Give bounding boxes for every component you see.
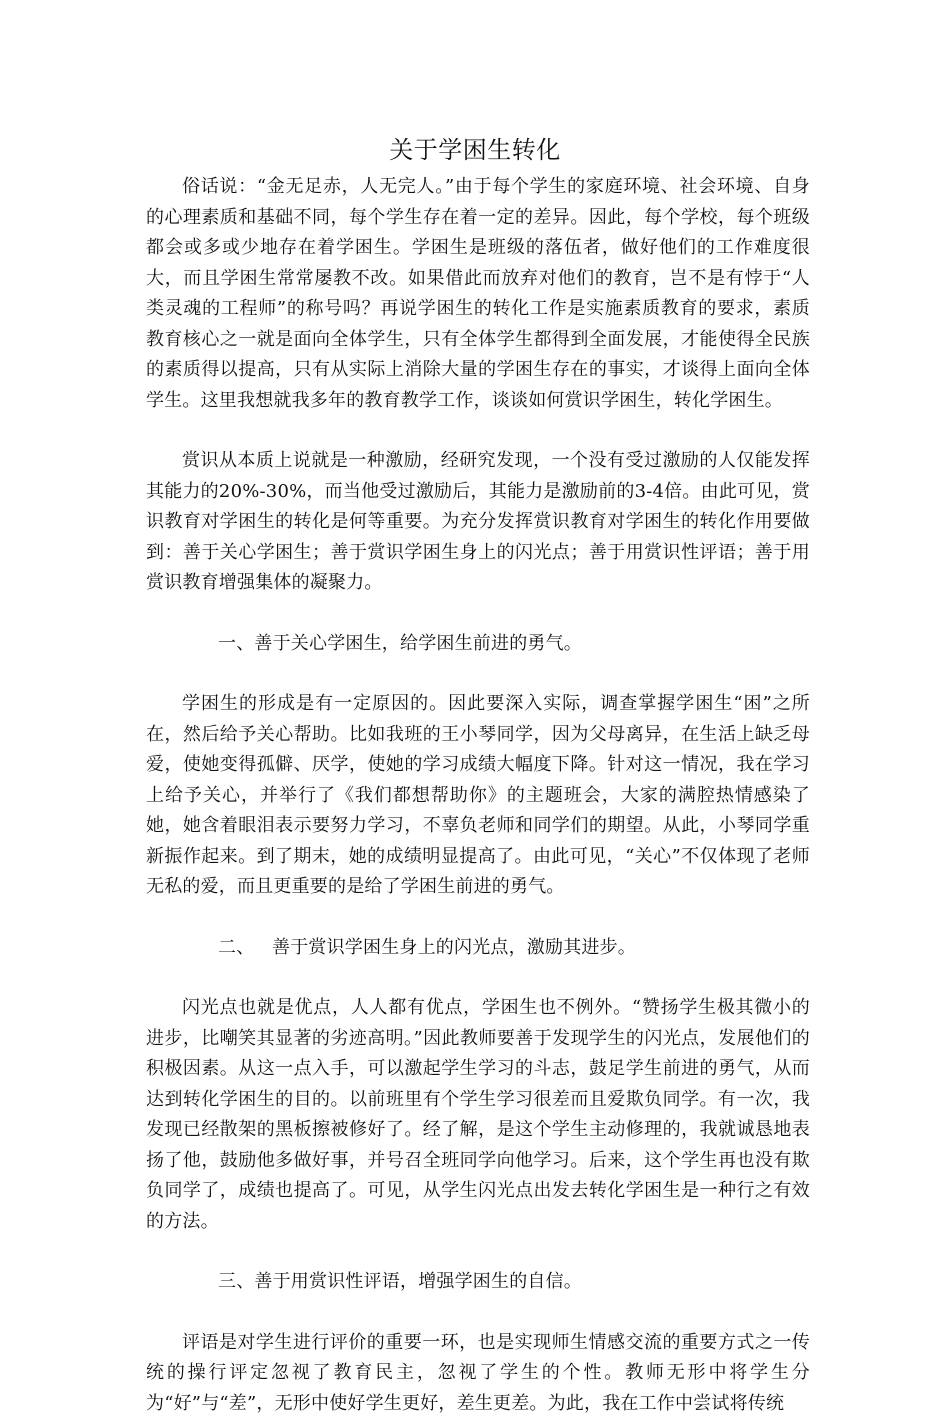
document-title: 关于学困生转化 [0,132,950,168]
highlight-paragraph: 闪光点也就是优点，人人都有优点，学困生也不例外。“赞扬学生极其微小的进步，比嘲笑其显著的劣迹高明。”因此教师要善于发现学生的闪光点，发展他们的积极因素。从这一点入手，可以激起学生学习的斗志，鼓足学生前进的勇气，从而达到转化学困生的目的。以前班里有个学生学习很差而且爱欺负同学。有一次，我发现已经散架的黑板擦被修好了。经了解，是这个学生主动修理的，我就诚恳地表扬了他，鼓励他多做好事，并号召全班同学向他学习。后来，这个学生再也没有欺负同学了，成绩也提高了。可见，从学生闪光点出发去转化学困生是一种行之有效的方法。 [146,993,810,1237]
section-heading-2-text: 善于赏识学困生身上的闪光点，激励其进步。 [272,937,636,958]
section-heading-3: 三、善于用赏识性评语，增强学困生的自信。 [146,1267,810,1298]
paragraph-spacer [146,599,810,629]
document-body [146,172,810,1419]
paragraph-spacer [146,963,810,993]
appreciation-paragraph: 赏识从本质上说就是一种激励，经研究发现，一个没有受过激励的人仅能发挥其能力的20%-30%，而当他受过激励后，其能力是激励前的3-4倍。由此可见，赏识教育对学困生的转化是何等重要。为充分发挥赏识教育对学困生的转化作用要做到：善于关心学困生；善于赏识学困生身上的闪光点；善于用赏识性评语；善于用赏识教育增强集体的凝聚力。 [146,446,810,599]
intro-paragraph: 俗话说：“金无足赤，人无完人。”由于每个学生的家庭环境、社会环境、自身的心理素质和基础不同，每个学生存在着一定的差异。因此，每个学校，每个班级都会或多或少地存在着学困生。学困生是班级的落伍者，做好他们的工作难度很大，而且学困生常常屡教不改。如果借此而放弃对他们的教育，岂不是有悖于“人类灵魂的工程师”的称号吗？再说学困生的转化工作是实施素质教育的要求，素质教育核心之一就是面向全体学生，只有全体学生都得到全面发展，才能使得全民族的素质得以提高，只有从实际上消除大量的学困生存在的事实，才谈得上面向全体学生。这里我想就我多年的教育教学工作，谈谈如何赏识学困生，转化学困生。 [146,172,810,416]
paragraph-spacer [146,1298,810,1328]
paragraph-spacer [146,416,810,446]
care-paragraph: 学困生的形成是有一定原因的。因此要深入实际，调查掌握学困生“困”之所在，然后给予关心帮助。比如我班的王小琴同学，因为父母离异，在生活上缺乏母爱，使她变得孤僻、厌学，使她的学习成绩大幅度下降。针对这一情况，我在学习上给予关心，并举行了《我们都想帮助你》的主题班会，大家的满腔热情感染了她，她含着眼泪表示要努力学习，不辜负老师和同学们的期望。从此，小琴同学重新振作起来。到了期末，她的成绩明显提高了。由此可见，“关心”不仅体现了老师无私的爱，而且更重要的是给了学困生前进的勇气。 [146,689,810,903]
paragraph-spacer [146,659,810,689]
evaluation-paragraph: 评语是对学生进行评价的重要一环，也是实现师生情感交流的重要方式之一传统的操行评定忽视了教育民主，忽视了学生的个性。教师无形中将学生分为“好”与“差”，无形中使好学生更好，差生更差。为此，我在工作中尝试将传统 [146,1328,810,1419]
section-heading-1: 一、善于关心学困生，给学困生前进的勇气。 [146,629,810,660]
section-heading-2-number: 二、 [218,933,272,964]
paragraph-spacer [146,1237,810,1267]
section-heading-2 [146,933,810,964]
paragraph-spacer [146,903,810,933]
